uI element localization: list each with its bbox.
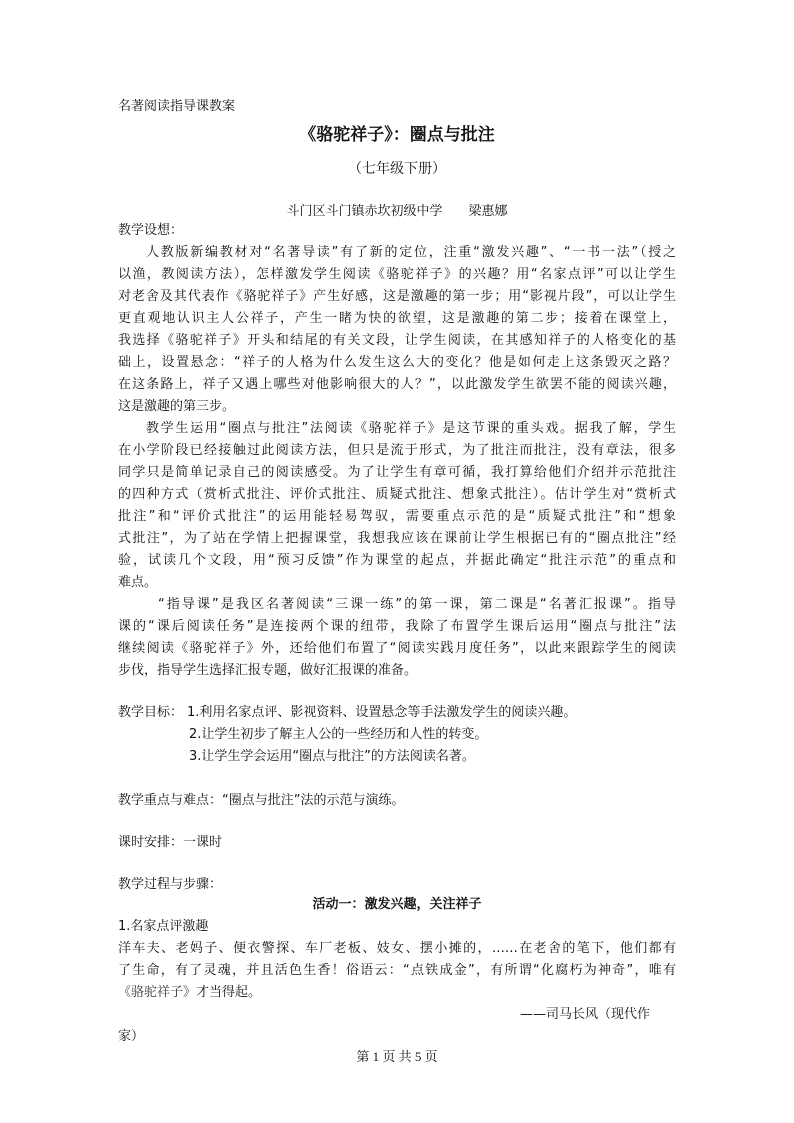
design-heading: 教学设想： <box>118 223 184 238</box>
paragraph-line: 这是激趣的第三步。 <box>118 399 236 414</box>
goal-item: 1.利用名家点评、影视资料、设置悬念等手法激发学生的阅读兴趣。 <box>187 705 577 720</box>
quote-attribution-end: 家） <box>118 1029 145 1044</box>
paragraph-line: 继续阅读《骆驼祥子》外，还给他们布置了“阅读实践月度任务”，以此来跟踪学生的阅读 <box>118 641 676 656</box>
paragraph-line: 课的“课后阅读任务”是连接两个课的纽带，我除了布置学生课后运用“圈点与批注”法 <box>118 619 676 634</box>
paragraph-line: 式批注”，为了站在学情上把握课堂，我想我应该在课前让学生根据已有的“圈点批注”经 <box>118 531 676 546</box>
process-heading: 教学过程与步骤： <box>118 877 223 892</box>
quote-attribution: ——司马长风（现代作 <box>520 1007 651 1022</box>
quote-tail: 才当得起。 <box>196 985 262 1000</box>
doc-title: 《骆驼祥子》：圈点与批注 <box>299 125 495 145</box>
paragraph-line: 我选择《骆驼祥子》开头和结尾的有关文段，让学生阅读，在其感知祥子的人格变化的基 <box>118 333 676 348</box>
paragraph-line: 验，试读几个文段，用“预习反馈”作为课堂的起点，并据此确定“批注示范”的重点和 <box>118 553 676 568</box>
quote-line: 了生命，有了灵魂，并且活色生香！俗语云：“点铁成金”，有所谓“化腐朽为神奇”，唯有 <box>118 963 676 978</box>
quote-line-last <box>118 984 261 1002</box>
focus-line: 教学重点与难点：“圈点与批注”法的示范与演练。 <box>118 793 405 808</box>
doc-subtitle: （七年级下册） <box>348 161 446 177</box>
step-heading: 1.名家点评激趣 <box>118 919 209 934</box>
goals-label: 教学目标： <box>118 705 184 720</box>
paragraph-line: 以渔，教阅读方法），怎样激发学生阅读《骆驼祥子》的兴趣？用“名家点评”可以让学生 <box>118 267 676 282</box>
paragraph-line: 在这条路上，祥子又遇上哪些对他影响很大的人？”，以此激发学生欲罢不能的阅读兴趣， <box>118 377 676 392</box>
goal-item: 2.让学生初步了解主人公的一些经历和人性的转变。 <box>189 727 488 742</box>
paragraph-line: 步伐，指导学生选择汇报专题，做好汇报课的准备。 <box>118 663 418 678</box>
page-footer: 第 1 页 共 5 页 <box>356 1049 438 1064</box>
quote-line: 洋车夫、老妈子、便衣警探、车厂老板、妓女、摆小摊的，……在老舍的笔下，他们都有 <box>118 941 676 956</box>
activity-heading: 活动一：激发兴趣，关注祥子 <box>312 897 482 912</box>
schedule-line: 课时安排：一课时 <box>118 835 223 850</box>
paragraph-line: 同学只是简单记录自己的阅读感受。为了让学生有章可循，我打算给他们介绍并示范批注 <box>118 465 676 480</box>
doc-header: 名著阅读指导课教案 <box>118 99 236 114</box>
paragraph-line: 批注”和“评价式批注”的运用能轻易驾驭，需要重点示范的是“质疑式批注”和“想象 <box>118 509 676 524</box>
paragraph-line: 在小学阶段已经接触过此阅读方法，但只是流于形式，为了批注而批注，没有章法，很多 <box>118 443 676 458</box>
paragraph-line: 础上，设置悬念：“祥子的人格为什么发生这么大的变化？他是如何走上这条毁灭之路？ <box>118 355 676 370</box>
doc-author: 斗门区斗门镇赤坎初级中学 梁惠娜 <box>286 204 508 219</box>
paragraph-line: 教学生运用“圈点与批注”法阅读《骆驼祥子》是这节课的重头戏。据我了解，学生 <box>146 421 676 436</box>
paragraph-line: 人教版新编教材对“名著导读”有了新的定位，注重“激发兴趣”、“一书一法”（授之 <box>146 245 676 260</box>
paragraph-line: 的四种方式（赏析式批注、评价式批注、质疑式批注、想象式批注）。估计学生对“赏析式 <box>118 487 676 502</box>
paragraph-line: 对老舍及其代表作《骆驼祥子》产生好感，这是激趣的第一步；用“影视片段”，可以让学生 <box>118 289 676 304</box>
paragraph-line: “指导课”是我区名著阅读“三课一练”的第一课，第二课是“名著汇报课”。指导 <box>158 597 676 612</box>
paragraph-line: 难点。 <box>118 575 158 590</box>
paragraph-line: 更直观地认识主人公祥子，产生一睹为快的欲望，这是激趣的第二步；接着在课堂上， <box>118 311 676 326</box>
book-title: 《骆驼祥子》 <box>118 985 197 1000</box>
goal-item: 3.让学生学会运用“圈点与批注”的方法阅读名著。 <box>189 749 475 764</box>
